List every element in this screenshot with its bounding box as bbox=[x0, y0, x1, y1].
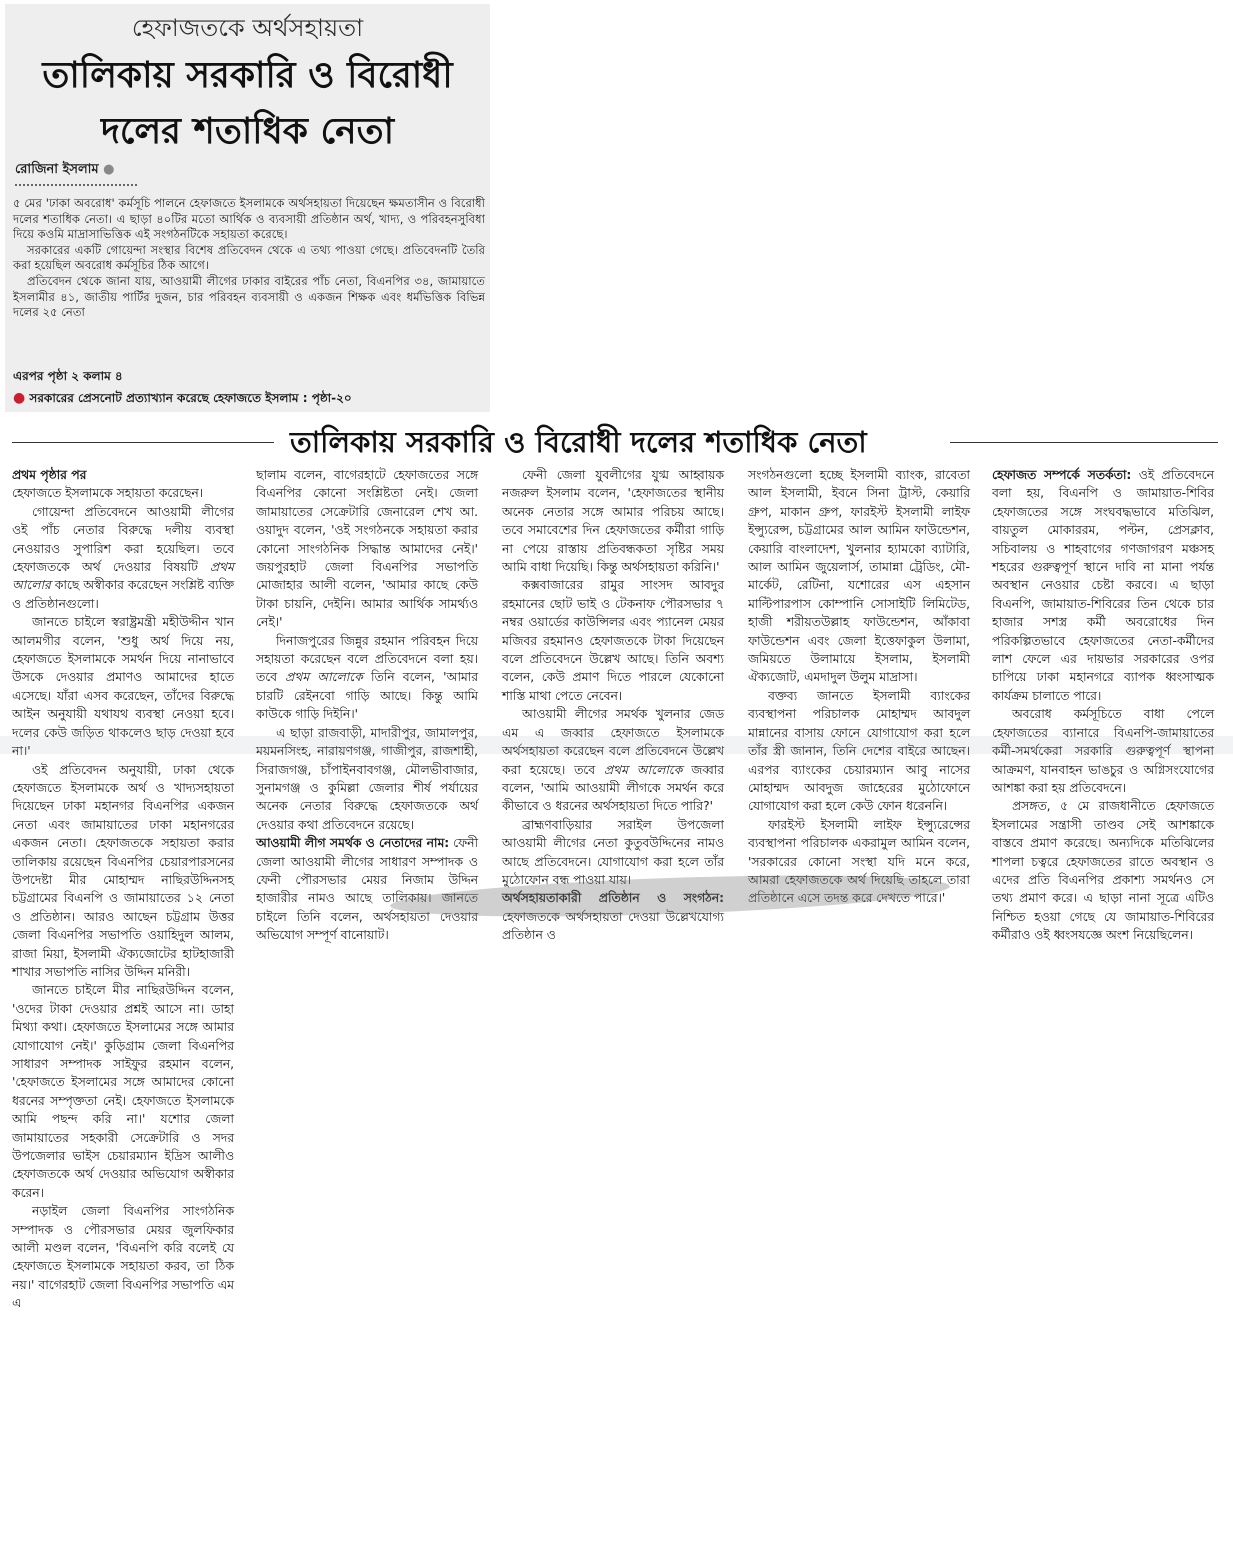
front-headline bbox=[5, 48, 490, 160]
headline-line-1: তালিকায় সরকারি ও বিরোধী bbox=[42, 55, 453, 96]
jump-line: এরপর পৃষ্ঠা ২ কলাম ৪ bbox=[13, 369, 123, 383]
text-run: গোয়েন্দা প্রতিবেদনে আওয়ামী লীগের ওই পাঁচ নেতার বিরুদ্ধে দলীয় ব্যবস্থা নেওয়ারও সুপারিশ করা হয়েছিল। তবে হেফাজতকে অর্থ দেওয়ার বিষয়টি bbox=[12, 504, 234, 575]
continued-from-label: প্রথম পৃষ্ঠার পর bbox=[12, 468, 87, 482]
byline-name: রোজিনা ইসলাম bbox=[15, 162, 99, 177]
lead-paragraph-1: ৫ মের 'ঢাকা অবরোধ' কর্মসূচি পালনে হেফাজতে ইসলামকে অর্থসহায়তা দিয়েছেন ক্ষমতাসীন ও বিরোধী দলের শতাধিক নেতা। এ ছাড়া ৪০টির মতো আর্থিক ও ব্যবসায়ী প্রতিষ্ঠান অর্থ, খাদ্য, ও পরিবহনসুবিধা দিয়ে কওমি মাদ্রাসাভিত্তিক এই সংগঠনটিকে সহায়তা করেছে। bbox=[13, 196, 485, 242]
text-run: তিনি বলেন, 'আমার চারটি রেইনবো গাড়ি আছে। কিন্তু আমি কাউকে গাড়ি দিইনি।' bbox=[256, 670, 478, 722]
paragraph: ফেনী জেলা যুবলীগের যুগ্ম আহ্বায়ক নজরুল ইসলাম বলেন, 'হেফাজতের স্থানীয় অনেক নেতার সঙ্গে আমার পরিচয় আছে। তবে সমাবেশের দিন হেফাজতের কর্মীরা গাড়ি না পেয়ে রাস্তায় প্রতিবন্ধকতা সৃষ্টির সময় আমি বাধা দিয়েছি। কিন্তু অর্থসহায়তা করিনি।' bbox=[502, 468, 724, 575]
byline-divider bbox=[15, 184, 137, 186]
text-run: জব্বার বলেন, 'আমি আওয়ামী লীগকে সমর্থন করে কীভাবে ও ধরনের অর্থসহায়তা দিতে পারি?' bbox=[502, 762, 724, 814]
paragraph: জানতে চাইলে মীর নাছিরউদ্দিন বলেন, 'ওদের টাকা দেওয়ার প্রশ্নই আসে না। ডাহা মিথ্যা কথা। হেফাজতে ইসলামের সঙ্গে আমার যোগাযোগ নেই।' কুড়িগ্রাম জেলা বিএনপির সাধারণ সম্পাদক সাইফুর রহমান বলেন, 'হেফাজতে ইসলামের সঙ্গে আমাদের কোনো ধরনের সম্পৃক্ততা নেই। হেফাজতে ইসলামকে আমি পছন্দ করি না।' যশোর জেলা জামায়াতের সহকারী সেক্রেটারি ও সদর উপজেলার ভাইস চেয়ারম্যান ইদ্রিস আলীও হেফাজতকে অর্থ দেওয়ার অভিযোগ অস্বীকার করেন। bbox=[12, 983, 234, 1200]
column-1 bbox=[12, 466, 234, 1313]
subheading: আওয়ামী লীগ সমর্থক ও নেতাদের নাম: bbox=[256, 836, 450, 851]
paragraph: হেফাজতে ইসলামকে সহায়তা করেছেন। bbox=[12, 486, 204, 501]
paragraph: সংগঠনগুলো হচ্ছে ইসলামী ব্যাংক, রাবেতা আল ইসলামী, ইবনে সিনা ট্রাস্ট, কেয়ারি গ্রুপ, মাকান গ্রুপ, ফারইস্ট ইসলামী লাইফ ইন্স্যুরেন্স, চট্টগ্রামের আল আমিন ফাউন্ডেশন, কেয়ারি বাংলাদেশ, খুলনার হ্যামকো ব্যাটারি, আল আমিন জুয়েলার্স, তামান্না ট্রেডিং, মৌ-মার্কেট, রেটিনা, যশোরের এস এহসান মাল্টিপারপাস কোম্পানি সোসাইটি লিমিটেড, হাজী শরীয়তউল্লাহ ফাউন্ডেশন, আঁকাবা ফাউন্ডেশন এবং জেলা ইত্তেফাকুল উলামা, জমিয়তে উলামায়ে ইসলাম, ইসলামী ঐক্যজোট, এমদাদুল উলুম মাদ্রাসা। bbox=[748, 468, 970, 685]
lead-paragraph-3: প্রতিবেদন থেকে জানা যায়, আওয়ামী লীগের ঢাকার বাইরের পাঁচ নেতা, বিএনপির ৩৪, জামায়াতে ইসলামীর ৪১, জাতীয় পার্টির দুজন, চার পরিবহন ব্যবসায়ী ও একজন শিক্ষক এবং ধর্মভিত্তিক বিভিন্ন দলের ২৫ নেতা bbox=[13, 273, 485, 320]
column-4 bbox=[748, 466, 970, 908]
paragraph bbox=[992, 466, 1214, 705]
byline bbox=[15, 160, 115, 181]
paragraph: এ ছাড়া রাজবাড়ী, মাদারীপুর, জামালপুর, ময়মনসিংহ, নারায়ণগঞ্জ, গাজীপুর, রাজশাহী, সিরাজগঞ্জ, চাঁপাইনবাবগঞ্জ, মৌলভীবাজার, সুনামগঞ্জ ও কুমিল্লা জেলার শীর্ষ পর্যায়ের অনেক নেতার বিরুদ্ধে হেফাজতকে অর্থ দেওয়ার কথা প্রতিবেদনে রয়েছে। bbox=[256, 725, 478, 832]
text-run: কাছে অস্বীকার করেছেন সংশ্লিষ্ট ব্যক্তি ও প্রতিষ্ঠানগুলো। bbox=[12, 578, 234, 611]
column-5 bbox=[992, 466, 1214, 945]
lead-text bbox=[13, 196, 485, 321]
related-story-text: সরকারের প্রেসনোট প্রত্যাখ্যান করেছে হেফাজতে ইসলাম : পৃষ্ঠা-২০ bbox=[29, 391, 352, 405]
paragraph bbox=[502, 705, 724, 815]
paragraph: জানতে চাইলে স্বরাষ্ট্রমন্ত্রী মহীউদ্দীন খান আলমগীর বলেন, 'শুধু অর্থ দিয়ে নয়, হেফাজতে ইসলামকে সমর্থন দিয়ে নানাভাবে উসকে দেওয়ার প্রমাণও আমাদের হাতে এসেছে। যাঁরা এসব করেছেন, তাঁদের বিরুদ্ধে আইন অনুযায়ী যথাযথ ব্যবস্থা নেওয়া হবে। দলের কেউ জড়িত থাকলেও ছাড় দেওয়া হবে না।' bbox=[12, 615, 234, 759]
related-story bbox=[13, 390, 352, 410]
newspaper-name: প্রথম আলোকে bbox=[285, 670, 363, 685]
kicker: হেফাজতকে অর্থসহায়তা bbox=[131, 14, 364, 42]
text-run: হেফাজতকে অর্থসহায়তা দেওয়া উল্লেখযোগ্য প্রতিষ্ঠান ও bbox=[502, 909, 724, 943]
newspaper-name: প্রথম আলোকে bbox=[603, 762, 683, 777]
column-2 bbox=[256, 466, 478, 945]
text-run: দিনাজপুরের জিন্নুর রহমান পরিবহন দিয়ে সহায়তা করেছেন বলে প্রতিবেদনে বলা হয়। তবে bbox=[256, 633, 478, 685]
left-rule bbox=[12, 442, 274, 443]
newspaper-name: প্রথম আলোর bbox=[12, 560, 234, 593]
text-run: আওয়ামী লীগের সমর্থক খুলনার জেড এম এ জব্বার হেফাজতে ইসলামকে অর্থসহায়তা করেছেন বলে প্রতিবেদনে উল্লেখ করা হয়েছে। তবে bbox=[502, 707, 724, 777]
bullet-icon: ● bbox=[13, 390, 26, 406]
paragraph: ওই প্রতিবেদন অনুযায়ী, ঢাকা থেকে হেফাজতে ইসলামকে অর্থ ও খাদ্যসহায়তা দিয়েছেন ঢাকা মহানগর বিএনপির একজন নেতা এবং জামায়াতের ঢাকা মহানগরের একজন নেতা। হেফাজতকে সহায়তা করার তালিকায় রয়েছেন বিএনপির চেয়ারপারসনের উপদেষ্টা মীর মোহাম্মদ নাছিরউদ্দিনসহ চট্টগ্রামের বিএনপি ও জামায়াতের ১২ নেতা ও প্রতিষ্ঠান। আরও আছেন চট্টগ্রাম উত্তর জেলা বিএনপির সভাপতি ওয়াহিদুল আলম, রাজা মিয়া, ইসলামী ঐক্যজোটের হাটহাজারী শাখার সভাপতি নাসির উদ্দিন মনিরী। bbox=[12, 762, 234, 979]
text-run: ফেনী জেলা আওয়ামী লীগের সাধারণ সম্পাদক ও ফেনী পৌরসভার মেয়র নিজাম উদ্দিন হাজারীর নামও আছে তালিকায়। জানতে চাইলে তিনি বলেন, অর্থসহায়তা দেওয়ার অভিযোগ সম্পূর্ণ বানোয়াট। bbox=[256, 836, 478, 943]
inner-headline: তালিকায় সরকারি ও বিরোধী দলের শতাধিক নেতা bbox=[290, 425, 867, 459]
paragraph: ফারইস্ট ইসলামী লাইফ ইন্স্যুরেন্সের ব্যবস্থাপনা পরিচালক একরামুল আমিন বলেন, 'সরকারের কোনো সংস্থা যদি মনে করে, আমরা হেফাজতকে অর্থ দিয়েছি তাহলে তারা প্রতিষ্ঠানে এসে তদন্ত করে দেখতে পারে।' bbox=[748, 817, 970, 906]
paragraph: ছালাম বলেন, বাগেরহাটে হেফাজতের সঙ্গে বিএনপির কোনো সংশ্লিষ্টতা নেই। জেলা জামায়াতের সেক্রেটারি জেনারেল শেখ আ. ওয়াদুদ বলেন, 'ওই সংগঠনকে সহায়তা করার কোনো সাংগঠনিক সিদ্ধান্ত আমাদের নেই।' জয়পুরহাট জেলা বিএনপির সভাপতি মোজাহার আলী বলেন, 'আমার কাছে কেউ টাকা চায়নি, দেইনি। আমার আর্থিক সামর্থ্যও নেই।' bbox=[256, 468, 478, 630]
column-3 bbox=[502, 466, 724, 945]
paragraph bbox=[502, 889, 724, 944]
paragraph bbox=[256, 834, 478, 944]
paragraph: অবরোধ কর্মসূচিতে বাধা পেলে হেফাজতের ব্যানারে বিএনপি-জামায়াতের কর্মী-সমর্থকেরা সরকারি গুরুত্বপূর্ণ স্থাপনা আক্রমণ, যানবাহন ভাঙচুর ও অগ্নিসংযোগের আশঙ্কা করা হয় প্রতিবেদনে। bbox=[992, 707, 1214, 795]
right-rule bbox=[950, 442, 1218, 443]
subheading: হেফাজত সম্পর্কে সতর্কতা: bbox=[992, 468, 1132, 482]
front-page-clip bbox=[5, 4, 490, 412]
paragraph: নড়াইল জেলা বিএনপির সাংগঠনিক সম্পাদক ও পৌরসভার মেয়র জুলফিকার আলী মণ্ডল বলেন, 'বিএনপি করি বলেই যে হেফাজতে ইসলামকে সহায়তা করব, তা ঠিক নয়।' বাগেরহাট জেলা বিএনপির সভাপতি এম এ bbox=[12, 1204, 234, 1311]
lead-paragraph-2: সরকারের একটি গোয়েন্দা সংস্থার বিশেষ প্রতিবেদন থেকে এ তথ্য পাওয়া গেছে। প্রতিবেদনটি তৈরি করা হয়েছিল অবরোধ কর্মসূচির ঠিক আগে। bbox=[13, 242, 485, 273]
text-run: ওই প্রতিবেদনে বলা হয়, বিএনপি ও জামায়াত-শিবির হেফাজতের সঙ্গে সংঘবদ্ধভাবে মতিঝিল, বায়তুল মোকাররম, পল্টন, প্রেসক্লাব, সচিবালয় ও শাহবাগের গণজাগরণ মঞ্চসহ শহরের গুরুত্বপূর্ণ স্থানে দাবি না মানা পর্যন্ত অবস্থান নেওয়ার চেষ্টা করবে। এ ছাড়া বিএনপি, জামায়াত-শিবিরের তিন থেকে চার হাজার সশস্ত্র কর্মী অবরোধের দিন পরিকল্পিতভাবে হেফাজতের নেতা-কর্মীদের লাশ ফেলে এর দায়ভার সরকারের ওপর চাপিয়ে ঢাকা মহানগরে ব্যাপক ধ্বংসাত্মক কার্যক্রম চালাতে পারে। bbox=[992, 468, 1214, 703]
paragraph bbox=[256, 632, 478, 724]
paragraph bbox=[12, 503, 234, 613]
paragraph: কক্সবাজারের রামুর সাংসদ আবদুর রহমানের ছোট ভাই ও টেকনাফ পৌরসভার ৭ নম্বর ওয়ার্ডের কাউন্সিলর এবং প্যানেল মেয়র মজিবর রহমানও হেফাজতকে টাকা দিয়েছেন বলে প্রতিবেদনে উল্লেখ আছে। তিনি অবশ্য বলেন, কেউ প্রমাণ দিতে পারলে যেকোনো শাস্তি মাথা পেতে নেবেন। bbox=[502, 578, 724, 703]
byline-dot-icon: ● bbox=[103, 162, 115, 177]
headline-line-2: দলের শতাধিক নেতা bbox=[100, 111, 395, 152]
paragraph: বক্তব্য জানতে ইসলামী ব্যাংকের ব্যবস্থাপনা পরিচালক মোহাম্মদ আবদুল মান্নানের বাসায় ফোনে যোগাযোগ করা হলে তাঁর স্ত্রী জানান, তিনি দেশের বাইরে আছেন। এরপর ব্যাংকের চেয়ারম্যান আবু নাসের মোহাম্মদ আবদুজ জাহেরের মুঠোফোনে যোগাযোগ করা হলে কেউ ফোন ধরেননি। bbox=[748, 688, 970, 814]
paragraph: প্রসঙ্গত, ৫ মে রাজধানীতে হেফাজতে ইসলামের সন্ত্রাসী তাণ্ডব সেই আশঙ্কাকে বাস্তবে প্রমাণ করেছে। অন্যদিকে মতিঝিলের শাপলা চত্বরে হেফাজতের রাতে অবস্থান ও এদের প্রতি বিএনপির প্রকাশ্য সমর্থনও সে তথ্য প্রমাণ করে। এ ছাড়া নানা সূত্রে এটিও নিশ্চিত হওয়া গেছে যে জামায়াত-শিবিরের কর্মীরাও ওই ধ্বংসযজ্ঞে অংশ নিয়েছিলেন। bbox=[992, 799, 1214, 943]
subheading: অর্থসহায়তাকারী প্রতিষ্ঠান ও সংগঠন: bbox=[502, 891, 724, 906]
paragraph: ব্রাহ্মণবাড়িয়ার সরাইল উপজেলা আওয়ামী লীগের নেতা কুতুবউদ্দিনের নামও আছে প্রতিবেদনে। যোগাযোগ করা হলে তাঁর মুঠোফোন বন্ধ পাওয়া যায়। bbox=[502, 817, 724, 887]
